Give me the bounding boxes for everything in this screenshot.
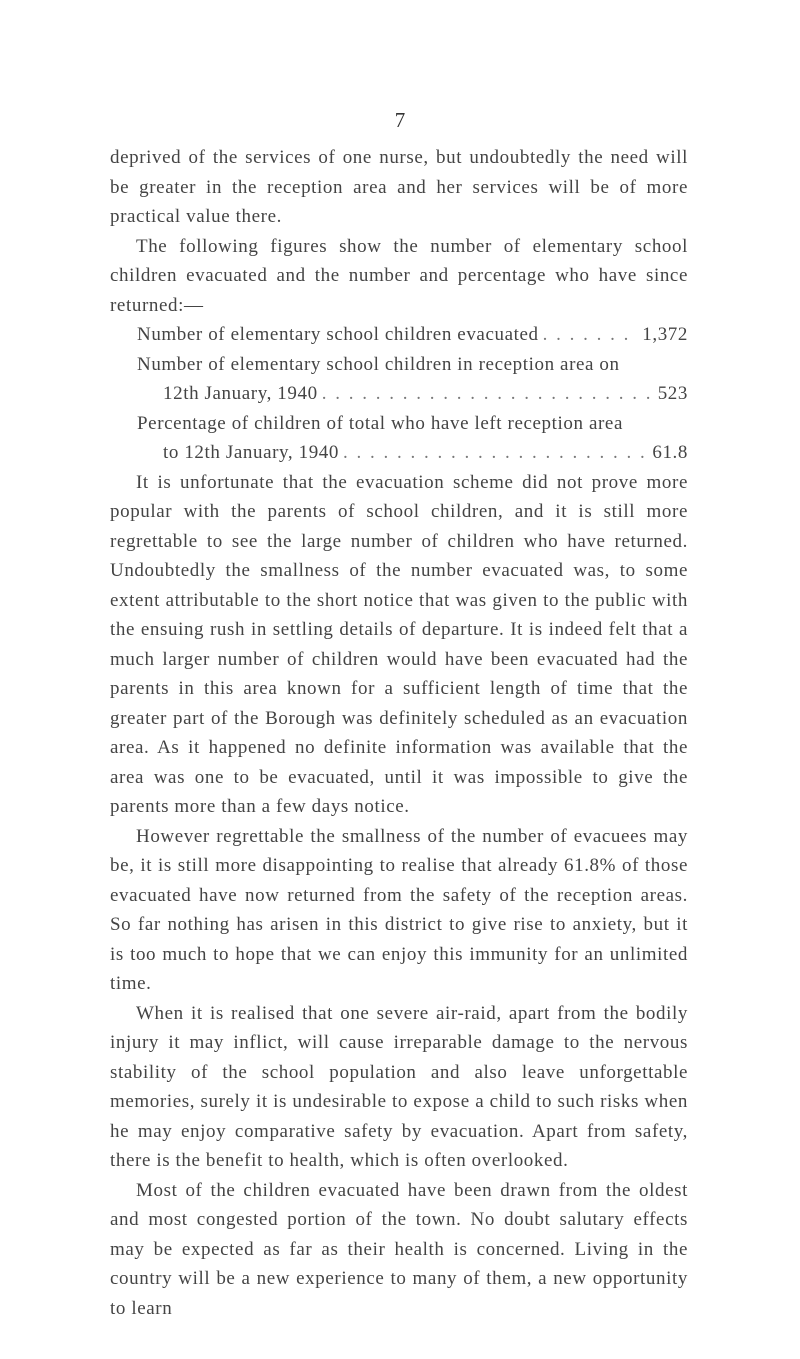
stat-label: Number of elementary school children evacuated bbox=[137, 324, 539, 345]
stat-label: Number of elementary school children in reception area on bbox=[137, 353, 620, 375]
paragraph-figures-intro: The following figures show the number of elementary school children evacuated and the number and percentage who have since returned:— bbox=[110, 235, 688, 316]
page-number: 7 bbox=[394, 108, 406, 132]
statistics-table bbox=[110, 320, 688, 468]
paragraph-health: Most of the children evacuated have been drawn from the oldest and most congested portion of the town. No doubt salutary effects may be expected as far as their health is concerned. Living in the country will be a new experience to many of them, a new opportunity to learn bbox=[110, 1179, 688, 1319]
stat-label: Percentage of children of total who have left reception area bbox=[137, 412, 623, 434]
dot-leader bbox=[543, 320, 639, 350]
dot-leader bbox=[343, 438, 648, 468]
stat-value: 61.8 bbox=[652, 442, 688, 463]
dot-leader bbox=[322, 379, 654, 409]
stat-value: 1,372 bbox=[642, 324, 688, 345]
stat-row-evacuated bbox=[110, 320, 688, 350]
stat-row-percentage-left bbox=[110, 409, 688, 468]
stat-label-continued: to 12th January, 1940 bbox=[163, 442, 340, 463]
stat-label-continued: 12th January, 1940 bbox=[163, 383, 318, 404]
stat-value: 523 bbox=[657, 383, 688, 404]
body-text bbox=[110, 143, 688, 1323]
paragraph-continuation: deprived of the services of one nurse, but undoubtedly the need will be greater in the reception area and her services will be of more practical value there. bbox=[110, 147, 688, 227]
paragraph-regrettable: However regrettable the smallness of the number of evacuees may be, it is still more disappointing to realise that already 61.8% of those evacuated have now returned from the safety of the reception areas. So far nothing has arisen in this district to give rise to anxiety, but it is too much to hope that we can enjoy this immunity for an unlimited time. bbox=[110, 825, 688, 994]
paragraph-unfortunate: It is unfortunate that the evacuation scheme did not prove more popular with the parents of school children, and it is still more regrettable to see the large number of children who have returned. Undoubtedly the smallness of the number evacuated was, to some extent attributable to the short notice that was given to the public with the ensuing rush in settling details of departure. It is indeed felt that a much larger number of children would have been evacuated had the parents in this area known for a sufficient length of time that the greater part of the Borough was definitely scheduled as an evacuation area. As it happened no definite information was available that the area was one to be evacuated, until it was impossible to give the parents more than a few days notice. bbox=[110, 471, 688, 817]
paragraph-air-raid: When it is realised that one severe air-raid, apart from the bodily injury it may inflict, will cause irreparable damage to the nervous stability of the school population and also leave unforgettable memories, surely it is undesirable to expose a child to such risks when he may enjoy comparative safety by evacuation. Apart from safety, there is the benefit to health, which is often overlooked. bbox=[110, 1002, 688, 1171]
stat-row-in-reception bbox=[110, 350, 688, 409]
